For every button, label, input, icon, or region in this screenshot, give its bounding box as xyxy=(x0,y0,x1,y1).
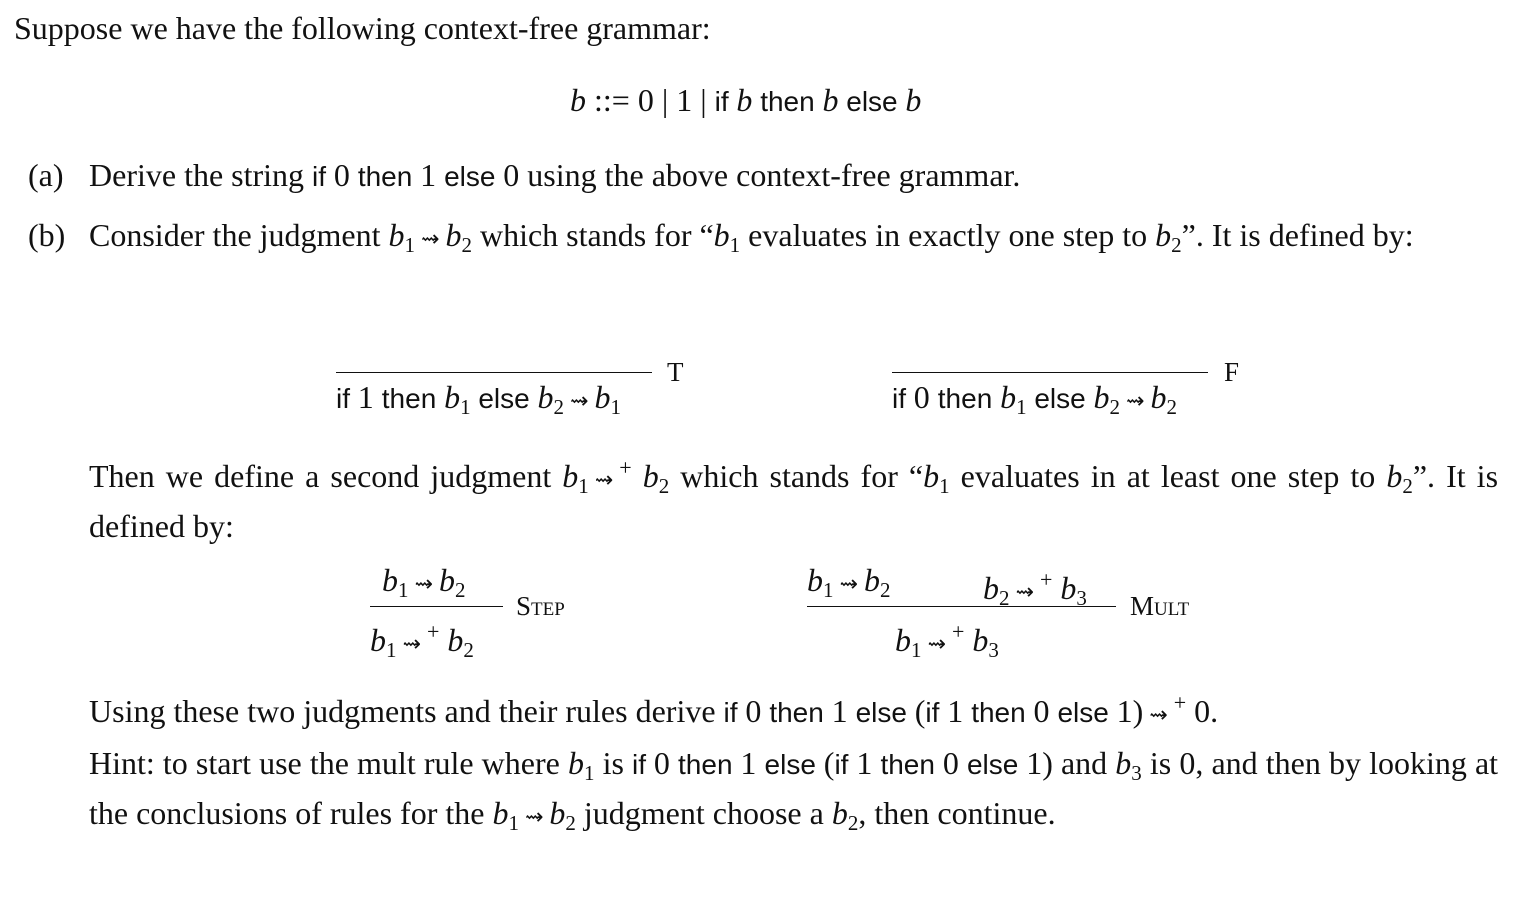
squiggle-arrow-icon: ⇝ xyxy=(414,572,433,597)
keyword: else xyxy=(764,749,824,780)
math-variable: b xyxy=(831,795,848,831)
math-variable: b xyxy=(895,622,911,658)
rule-mult-premise-1 xyxy=(807,560,890,610)
text-run: 1 xyxy=(420,157,445,193)
subscript: 2 xyxy=(847,811,859,835)
squiggle-arrow-icon: ⇝ xyxy=(421,227,440,252)
rule-f-name: F xyxy=(1224,357,1240,387)
superscript: + xyxy=(1039,567,1053,592)
text-run: Suppose we have the following context-free grammar: xyxy=(14,10,711,46)
math-variable: b xyxy=(642,458,659,494)
rule-mult-name: Mult xyxy=(1130,591,1190,621)
squiggle-arrow-icon: ⇝ xyxy=(524,805,544,830)
math-variable: b xyxy=(983,570,999,606)
text-run: 1) and xyxy=(1026,745,1116,781)
math-variable: b xyxy=(972,622,989,658)
math-variable: b xyxy=(1000,379,1017,415)
text-run: 0 using the above context-free grammar. xyxy=(503,157,1021,193)
text-run: 0 xyxy=(1033,693,1058,729)
math-variable: b xyxy=(923,458,940,494)
subscript: 3 xyxy=(988,638,999,662)
keyword: then xyxy=(769,697,832,728)
math-variable: b xyxy=(447,622,464,658)
text-run: 0 xyxy=(745,693,770,729)
subscript: 1 xyxy=(583,761,595,785)
math-variable: b xyxy=(1150,379,1167,415)
second-judgment-text xyxy=(89,448,1498,546)
subscript: 1 xyxy=(823,578,834,602)
part-b-text xyxy=(89,215,1498,265)
math-variable: b xyxy=(444,379,461,415)
math-variable: b xyxy=(807,562,823,598)
squiggle-arrow-icon: ⇝ xyxy=(927,632,946,657)
math-variable: b xyxy=(562,458,579,494)
superscript: + xyxy=(1173,690,1187,715)
part-a-label: (a) xyxy=(28,157,64,193)
text-run: is xyxy=(594,745,633,781)
subscript: 1 xyxy=(398,578,409,602)
text-run: 0. xyxy=(1186,693,1219,729)
part-a-text xyxy=(89,155,1020,197)
text-run: is 0, and then by looking at the conclusions of rules for the xyxy=(89,745,1499,831)
keyword: else xyxy=(1026,383,1094,414)
superscript: + xyxy=(619,455,632,480)
text-run: 0 xyxy=(942,745,967,781)
text-run: 1 xyxy=(740,745,765,781)
math-variable: b xyxy=(1386,458,1403,494)
subscript: 1 xyxy=(911,638,922,662)
keyword: if xyxy=(336,383,358,414)
keyword: then xyxy=(937,383,1001,414)
keyword: if xyxy=(714,86,737,117)
text-run: ::= 0 | 1 | xyxy=(586,82,715,118)
text-run: Then we define a second judgment xyxy=(89,458,563,494)
text-run: 1 xyxy=(831,693,856,729)
text-run: 1 xyxy=(856,745,881,781)
text-run: Hint: to start use the mult rule where xyxy=(89,745,568,781)
subscript: 2 xyxy=(999,586,1010,610)
rule-mult-premise-2 xyxy=(983,560,1087,618)
subscript: 1 xyxy=(460,395,471,419)
keyword: else xyxy=(444,161,504,192)
keyword: if xyxy=(834,749,857,780)
text-run: 1) xyxy=(1116,693,1144,729)
squiggle-arrow-icon: ⇝ xyxy=(839,572,858,597)
subscript: 3 xyxy=(1076,586,1087,610)
math-variable: b xyxy=(1155,217,1172,253)
text-run: ( xyxy=(914,693,926,729)
text-run xyxy=(632,458,643,494)
math-variable: b xyxy=(370,622,386,658)
subscript: 1 xyxy=(386,638,397,662)
math-variable: b xyxy=(445,217,462,253)
squiggle-arrow-icon: ⇝ xyxy=(1149,703,1168,728)
superscript: + xyxy=(951,619,965,644)
subscript: 1 xyxy=(404,233,416,257)
subscript: 2 xyxy=(463,638,474,662)
math-variable: b xyxy=(1115,745,1132,781)
squiggle-arrow-icon: ⇝ xyxy=(1126,389,1145,414)
keyword: else xyxy=(966,749,1027,780)
text-run: ”. It is defined by: xyxy=(1181,217,1414,253)
text-run: Using these two judgments and their rules derive xyxy=(89,693,724,729)
math-variable: b xyxy=(438,562,455,598)
subscript: 2 xyxy=(1402,474,1413,498)
text-run: 0 xyxy=(653,745,679,781)
text-run: Derive the string xyxy=(89,157,313,193)
part-b-label: (b) xyxy=(28,217,66,253)
intro-text xyxy=(14,8,711,48)
subscript: 3 xyxy=(1131,761,1142,785)
grammar-definition xyxy=(570,80,921,122)
math-variable: b xyxy=(905,82,922,118)
keyword: else xyxy=(470,383,538,414)
keyword: then xyxy=(971,697,1034,728)
text-run: 1 xyxy=(357,379,382,415)
rule-f-conclusion xyxy=(892,377,1177,427)
keyword: then xyxy=(752,86,823,117)
math-variable: b xyxy=(736,82,753,118)
text-run: which stands for “ xyxy=(471,217,714,253)
math-variable: b xyxy=(594,379,611,415)
rule-step-name: Step xyxy=(516,591,565,621)
math-variable: b xyxy=(537,379,554,415)
math-variable: b xyxy=(492,795,509,831)
subscript: 2 xyxy=(454,578,466,602)
math-variable: b xyxy=(1060,570,1077,606)
subscript: 2 xyxy=(461,233,472,257)
squiggle-arrow-icon: ⇝ xyxy=(1015,580,1034,605)
subscript: 1 xyxy=(578,474,589,498)
subscript: 1 xyxy=(610,395,621,419)
rule-t-conclusion xyxy=(336,377,621,427)
keyword: then xyxy=(880,749,943,780)
keyword: else xyxy=(838,86,906,117)
text-run: evaluates in exactly one step to xyxy=(740,217,1156,253)
keyword: then xyxy=(678,749,741,780)
text-run: ”. It is defined by: xyxy=(89,458,1499,544)
text-run: which stands for “ xyxy=(669,458,924,494)
hint-text xyxy=(89,743,1498,843)
text-run: 0 xyxy=(333,157,358,193)
superscript: + xyxy=(426,619,440,644)
math-variable: b xyxy=(822,82,839,118)
subscript: 1 xyxy=(508,811,519,835)
text-run: ( xyxy=(823,745,835,781)
keyword: else xyxy=(1057,697,1117,728)
text-run: 0 xyxy=(913,379,938,415)
keyword: then xyxy=(381,383,445,414)
rule-t-name: T xyxy=(667,357,684,387)
subscript: 2 xyxy=(1166,395,1177,419)
math-variable: b xyxy=(567,745,584,781)
subscript: 2 xyxy=(1171,233,1182,257)
subscript: 1 xyxy=(1016,395,1027,419)
subscript: 2 xyxy=(658,474,670,498)
math-variable: b xyxy=(388,217,405,253)
keyword: if xyxy=(312,161,334,192)
subscript: 2 xyxy=(553,395,564,419)
keyword: if xyxy=(723,697,746,728)
subscript: 2 xyxy=(1109,395,1120,419)
math-variable: b xyxy=(863,562,880,598)
text-run: 1 xyxy=(947,693,972,729)
math-variable: b xyxy=(549,795,566,831)
subscript: 2 xyxy=(565,811,576,835)
math-variable: b xyxy=(382,562,398,598)
math-variable: b xyxy=(713,217,730,253)
subscript: 1 xyxy=(729,233,741,257)
keyword: if xyxy=(632,749,654,780)
subscript: 1 xyxy=(939,474,950,498)
text-run: evaluates in at least one step to xyxy=(949,458,1387,494)
math-variable: b xyxy=(1093,379,1110,415)
keyword: else xyxy=(855,697,915,728)
text-run: , then continue. xyxy=(858,795,1056,831)
rule-step-premise xyxy=(382,560,465,610)
squiggle-arrow-icon: ⇝ xyxy=(570,389,589,414)
keyword: if xyxy=(892,383,914,414)
keyword: then xyxy=(357,161,421,192)
rule-step-conclusion xyxy=(370,612,474,670)
text-run: Consider the judgment xyxy=(89,217,389,253)
rule-mult-conclusion xyxy=(895,612,999,670)
text-run: judgment choose a xyxy=(575,795,832,831)
squiggle-arrow-icon: ⇝ xyxy=(402,632,421,657)
squiggle-arrow-icon: ⇝ xyxy=(594,468,614,493)
derivation-task xyxy=(89,683,1218,736)
math-variable: b xyxy=(570,82,586,118)
subscript: 2 xyxy=(879,578,891,602)
keyword: if xyxy=(925,697,948,728)
